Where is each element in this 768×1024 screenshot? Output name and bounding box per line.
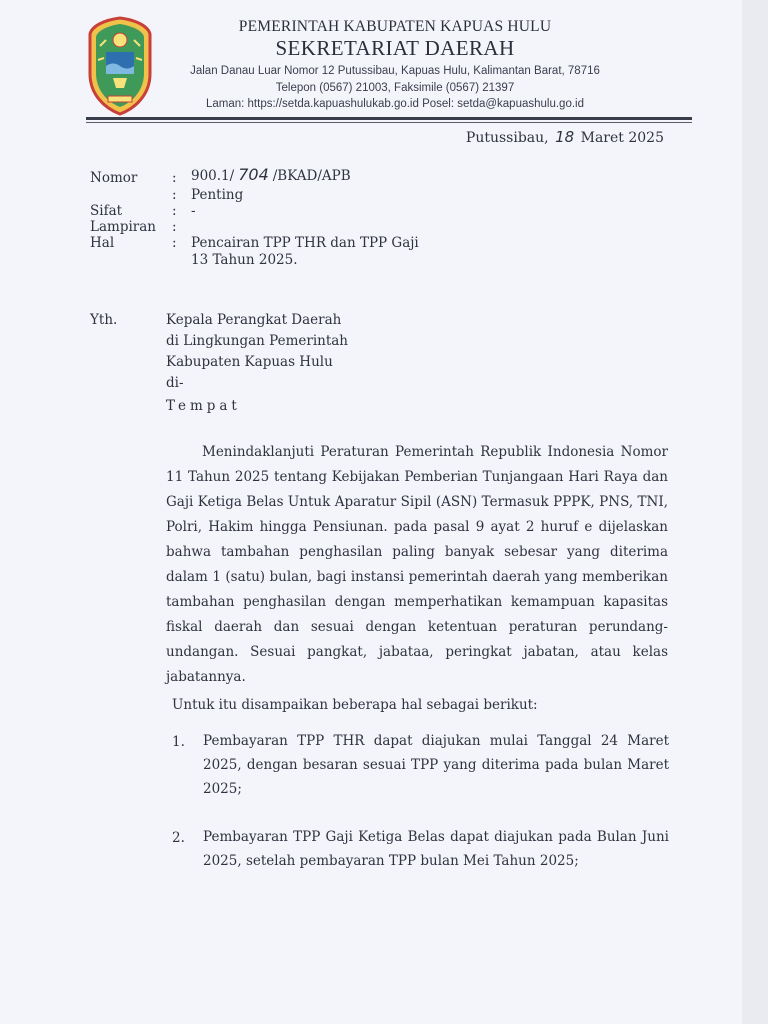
recipient-line-1: Kepala Perangkat Daerah	[166, 312, 342, 328]
office-address: Jalan Danau Luar Nomor 12 Putussibau, Kapuas Hulu, Kalimantan Barat, 78716	[190, 65, 600, 77]
hal-line-2: 13 Tahun 2025.	[191, 252, 298, 268]
body-paragraph: Menindaklanjuti Peraturan Pemerintah Republik Indonesia Nomor 11 Tahun 2025 tentang Kebijakan Pemberian Tunjangaan Hari Raya dan Gaji Ketiga Belas Untuk Aparatur Sipil (ASN) Termasuk PPPK, PNS, TNI, Polri, Hakim hingga Pensiunan. pada pasal 9 ayat 2 huruf e dijelaskan bahwa tambahan penghasilan paling banyak sebesar yang diterima dalam 1 (satu) bulan, bagi instansi pemerintah daerah yang memberikan tambahan penghasilan dengan memperhatikan kemampuan kapasitas fiskal daerah dan sesuai dengan ketentuan peraturan perundang-undangan. Sesuai pangkat, jabataa, peringkat jabatan, atau kelas jabatannya.	[166, 444, 668, 685]
nomor-colon: :	[172, 170, 177, 186]
recipient-line-2: di Lingkungan Pemerintah	[166, 333, 349, 349]
yth-label: Yth.	[90, 312, 118, 328]
nomor-suffix: /BKAD/APB	[272, 168, 351, 184]
scan-edge	[742, 0, 768, 1024]
lampiran-label: Lampiran	[90, 219, 156, 235]
lampiran-colon-2: :	[172, 219, 177, 235]
letter-date	[466, 128, 664, 146]
hal-colon: :	[172, 235, 177, 251]
sifat-value: Penting	[191, 187, 244, 203]
sifat-colon: :	[172, 187, 177, 203]
nomor-handwritten: 704	[238, 165, 269, 184]
lampiran-value: -	[191, 203, 196, 219]
date-month-year: Maret 2025	[580, 130, 664, 146]
list-item-number-2: 2.	[172, 830, 185, 846]
letterhead-rule-thin	[86, 122, 692, 123]
list-item-number-1: 1.	[172, 734, 185, 750]
nomor-prefix: 900.1/	[191, 168, 235, 184]
office-web: Laman: https://setda.kapuashulukab.go.id Posel: setda@kapuashulu.go.id	[205, 98, 584, 110]
nomor-value	[191, 167, 351, 184]
list-item-1: Pembayaran TPP THR dapat diajukan mulai Tanggal 24 Maret 2025, dengan besaran sesuai TPP yang diterima pada bulan Maret 2025;	[203, 733, 669, 797]
recipient-line-4: di-	[166, 375, 184, 391]
letterhead-rule-thick	[86, 117, 692, 120]
date-place: Putussibau,	[465, 130, 549, 146]
recipient-line-3: Kabupaten Kapuas Hulu	[166, 354, 333, 370]
lampiran-colon: :	[172, 203, 177, 219]
sifat-label: Sifat	[90, 203, 123, 219]
list-intro: Untuk itu disampaikan beberapa hal sebagai berikut:	[172, 697, 538, 713]
office-name: SEKRETARIAT DAERAH	[275, 36, 515, 60]
date-day-handwritten: 18	[555, 128, 575, 146]
hal-label: Hal	[90, 235, 115, 251]
government-name: PEMERINTAH KABUPATEN KAPUAS HULU	[238, 18, 552, 35]
list-item-2: Pembayaran TPP Gaji Ketiga Belas dapat diajukan pada Bulan Juni 2025, setelah pembayaran TPP bulan Mei Tahun 2025;	[203, 829, 669, 869]
hal-line-1: Pencairan TPP THR dan TPP Gaji	[191, 235, 419, 251]
office-phone: Telepon (0567) 21003, Faksimile (0567) 21397	[275, 82, 515, 94]
recipient-place: Tempat	[166, 398, 241, 414]
nomor-label: Nomor	[90, 170, 138, 186]
